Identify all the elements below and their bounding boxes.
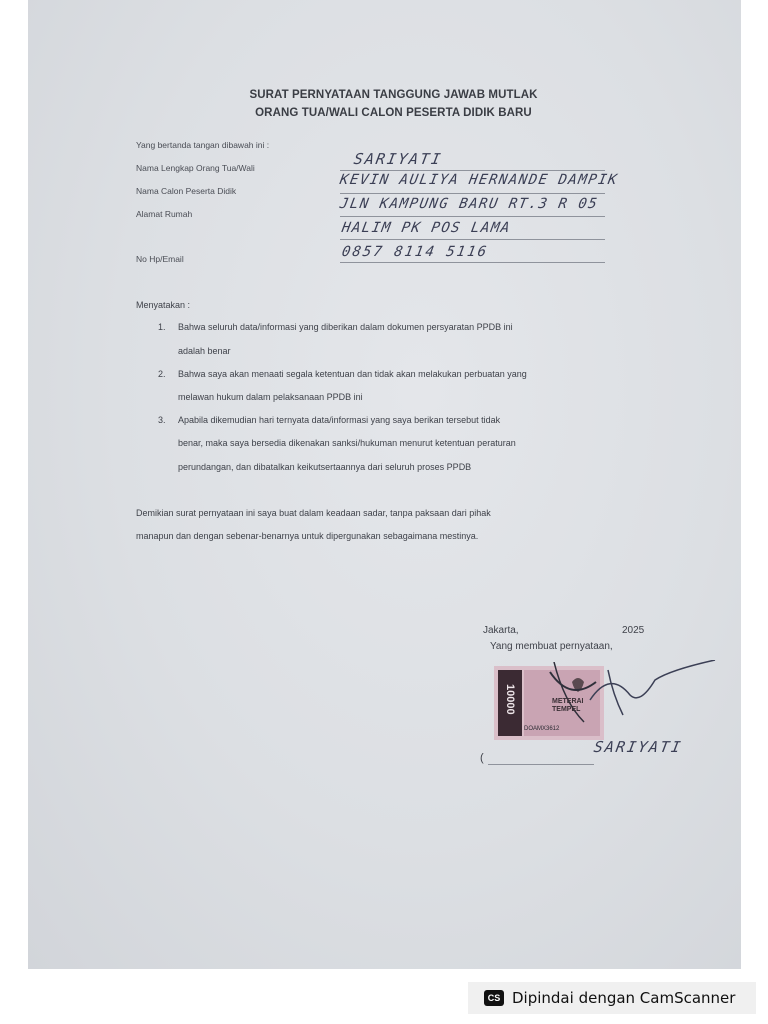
signature-underline	[488, 764, 594, 765]
field-label-phone: No Hp/Email	[136, 254, 184, 264]
camscanner-label: Dipindai dengan CamScanner	[512, 989, 736, 1007]
camscanner-watermark	[468, 982, 756, 1014]
statement-heading: Menyatakan :	[136, 300, 191, 310]
stamp-value: 10000	[504, 684, 516, 715]
point-2-line-1: Bahwa saya akan menaati segala ketentuan dan tidak akan melakukan perbuatan yang	[178, 369, 527, 379]
stamp-label: METERAI TEMPEL	[552, 698, 584, 713]
point-3-line-1: Apabila dikemudian hari ternyata data/informasi yang saya berikan tersebut tidak	[178, 415, 501, 425]
field-label-parent-name: Nama Lengkap Orang Tua/Wali	[136, 163, 255, 173]
name-paren: (	[480, 752, 484, 764]
field-underline	[340, 193, 605, 194]
point-number: 2.	[158, 369, 166, 379]
field-underline	[340, 239, 605, 240]
point-1-line-2: adalah benar	[178, 346, 231, 356]
field-value-address-line-2: HALIM PK POS LAMA	[340, 220, 513, 236]
field-label-student-name: Nama Calon Peserta Didik	[136, 186, 237, 196]
field-underline	[340, 262, 605, 263]
field-underline	[340, 170, 605, 171]
title-line-1: SURAT PERNYATAAN TANGGUNG JAWAB MUTLAK	[249, 89, 538, 101]
title-line-2: ORANG TUA/WALI CALON PESERTA DIDIK BARU	[255, 107, 532, 119]
stamp-serial: DOAMX3612	[524, 726, 560, 732]
scanned-page	[28, 0, 741, 969]
field-label-address: Alamat Rumah	[136, 209, 193, 219]
signature-scribble	[588, 660, 718, 720]
intro-text: Yang bertanda tangan dibawah ini :	[136, 140, 270, 150]
place-text: Jakarta,	[483, 625, 519, 636]
year-text: 2025	[622, 625, 645, 636]
point-3-line-3: perundangan, dan dibatalkan keikutsertaannya dari seluruh proses PPDB	[178, 462, 472, 472]
field-value-address-line-1: JLN KAMPUNG BARU RT.3 R 05	[338, 196, 600, 212]
point-number: 3.	[158, 415, 166, 425]
closing-line-1: Demikian surat pernyataan ini saya buat dalam keadaan sadar, tanpa paksaan dari pihak	[136, 508, 491, 518]
closing-line-2: manapun dan dengan sebenar-benarnya untuk dipergunakan sebagaimana mestinya.	[136, 531, 479, 541]
point-1-line-1: Bahwa seluruh data/informasi yang diberikan dalam dokumen persyaratan PPDB ini	[178, 322, 513, 332]
field-value-parent-name: SARIYATI	[352, 150, 444, 168]
document-title	[28, 86, 741, 122]
field-value-student-name: KEVIN AULIYA HERNANDE DAMPIK	[338, 172, 620, 188]
field-underline	[340, 216, 605, 217]
point-number: 1.	[158, 322, 166, 332]
signature-name: SARIYATI	[592, 738, 684, 756]
point-2-line-2: melawan hukum dalam pelaksanaan PPDB ini	[178, 392, 363, 402]
camscanner-icon: CS	[484, 990, 504, 1006]
point-3-line-2: benar, maka saya bersedia dikenakan sanksi/hukuman menurut ketentuan peraturan	[178, 438, 516, 448]
field-value-phone: 0857 8114 5116	[340, 244, 490, 260]
signer-label: Yang membuat pernyataan,	[490, 641, 613, 652]
